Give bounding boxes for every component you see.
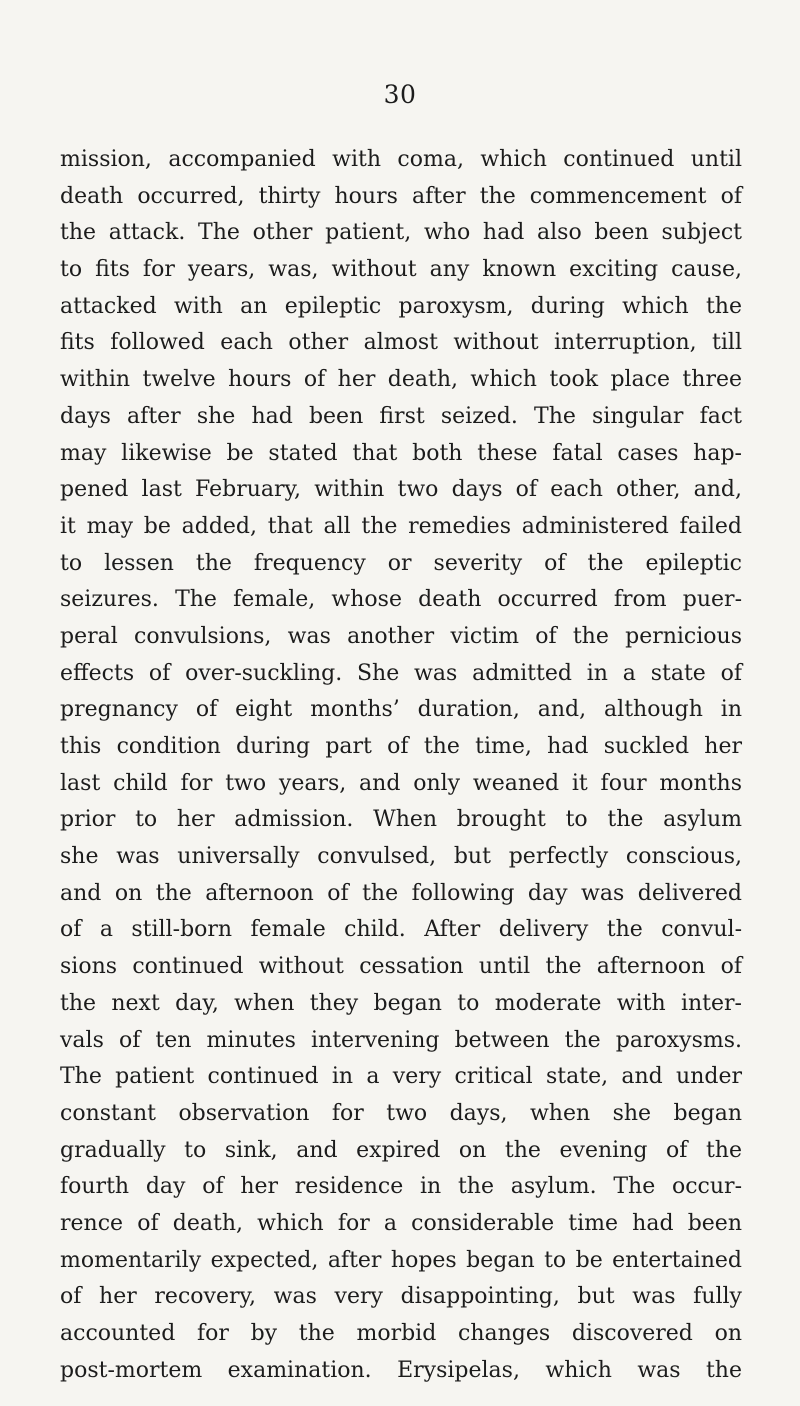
text-line: The patient continued in a very critical state, and under [60, 1064, 742, 1090]
text-line: death occurred, thirty hours after the commencement of [60, 183, 742, 209]
text-line: seizures. The female, whose death occurred from puer- [60, 587, 742, 613]
text-line: may likewise be stated that both these fatal cases hap- [60, 440, 742, 466]
text-line: prior to her admission. When brought to the asylum [60, 807, 742, 833]
text-line: mission, accompanied with coma, which continued until [60, 147, 742, 172]
text-line: attacked with an epileptic paroxysm, during which the [60, 293, 742, 319]
text-line: post-mortem examination. Erysipelas, which was the [60, 1357, 742, 1383]
text-line: sions continued without cessation until the afternoon of [60, 954, 742, 980]
text-line: to fits for years, was, without any known exciting cause, [60, 257, 742, 283]
text-line: and on the afternoon of the following day was delivered [60, 880, 742, 906]
text-line: constant observation for two days, when she began [60, 1100, 742, 1126]
text-line: gradually to sink, and expired on the evening of the [60, 1137, 742, 1163]
text-line: fourth day of her residence in the asylum. The occur- [60, 1174, 742, 1200]
page-number: 30 [383, 80, 417, 109]
text-line: within twelve hours of her death, which took place three [60, 367, 742, 393]
text-line: vals of ten minutes intervening between the paroxysms. [60, 1027, 742, 1053]
text-line: fits followed each other almost without interruption, till [60, 330, 742, 356]
text-line: she was universally convulsed, but perfectly conscious, [60, 844, 742, 870]
text-line: the next day, when they began to moderate with inter- [60, 990, 742, 1016]
text-line: pregnancy of eight months’ duration, and, although in [60, 697, 742, 723]
text-line: it may be added, that all the remedies administered failed [60, 513, 742, 539]
text-line: pened last February, within two days of each other, and, [60, 477, 742, 503]
text-line: last child for two years, and only weaned it four months [60, 770, 742, 796]
text-line: of her recovery, was very disappointing, but was fully [60, 1284, 742, 1310]
text-line: the attack. The other patient, who had also been subject [60, 220, 742, 246]
text-line: accounted for by the morbid changes discovered on [60, 1321, 742, 1346]
text-line: rence of death, which for a considerable time had been [60, 1210, 742, 1236]
text-line: peral convulsions, was another victim of the pernicious [60, 623, 742, 649]
text-line: to lessen the frequency or severity of the epileptic [60, 550, 742, 576]
text-line: this condition during part of the time, had suckled her [60, 734, 742, 759]
text-line: days after she had been first seized. The singular fact [60, 403, 742, 429]
body-paragraph [60, 142, 742, 1389]
text-line: effects of over-suckling. She was admitted in a state of [60, 660, 742, 686]
text-line: of a still-born female child. After delivery the convul- [60, 917, 742, 943]
text-line: momentarily expected, after hopes began to be entertained [60, 1247, 742, 1273]
